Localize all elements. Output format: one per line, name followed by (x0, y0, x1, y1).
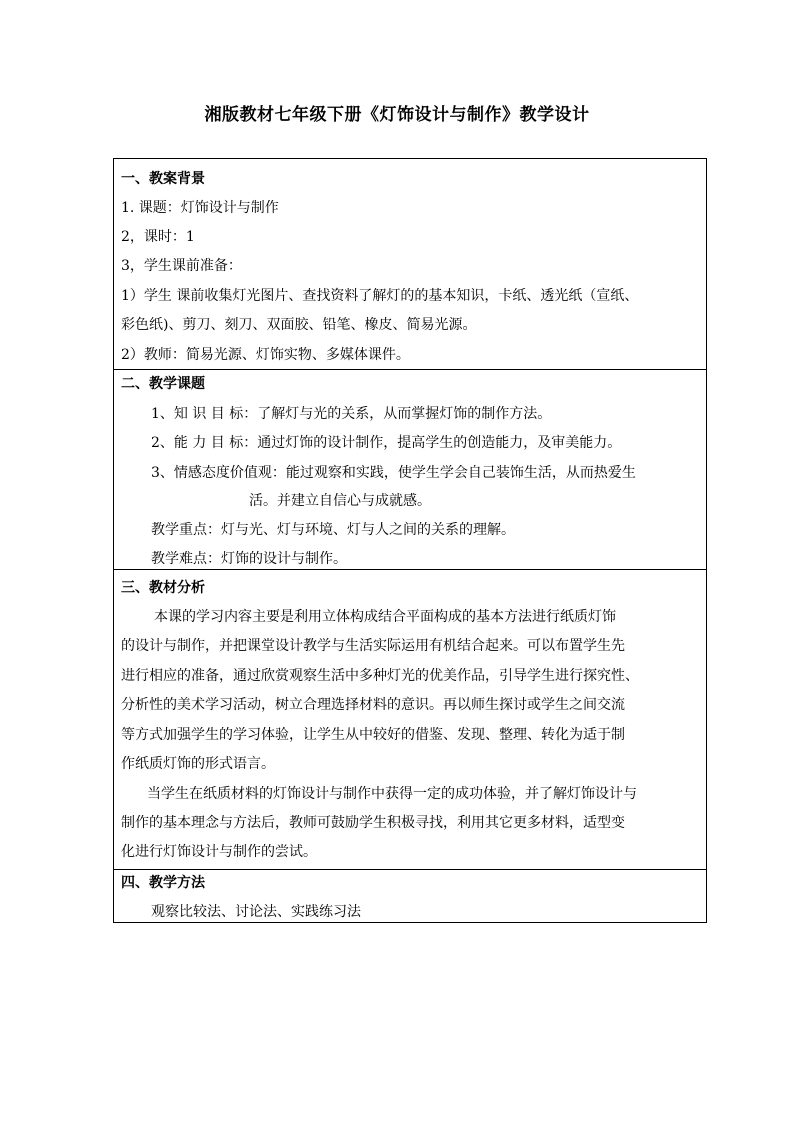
text-line: 教学难点：灯饰的设计与制作。 (151, 551, 347, 567)
text-line: 进行相应的准备，通过欣赏观察生活中多种灯光的优美作品，引导学生进行探究性、 (121, 668, 639, 684)
text-line: 2，课时：1 (121, 229, 195, 245)
text-line: 观察比较法、讨论法、实践练习法 (151, 904, 361, 920)
text-line: 活。并建立自信心与成就感。 (249, 493, 431, 509)
text-line: 化进行灯饰设计与制作的尝试。 (121, 844, 317, 860)
section-teaching-topic (114, 369, 706, 570)
section-heading: 二、教学课题 (121, 376, 205, 392)
text-line: 当学生在纸质材料的灯饰设计与制作中获得一定的成功体验，并了解灯饰设计与 (147, 786, 637, 802)
text-line: 3、情感态度价值观：能过观察和实践，使学生学会自己装饰生活，从而热爱生 (151, 465, 636, 481)
text-line: 分析性的美术学习活动，树立合理选择材料的意识。再以师生探讨或学生之间交流 (121, 697, 625, 713)
text-line: 彩色纸)、剪刀、刻刀、双面胶、铅笔、橡皮、简易光源。 (121, 317, 477, 333)
section-heading: 一、教案背景 (121, 171, 205, 187)
text-line: 作纸质灯饰的形式语言。 (121, 756, 275, 772)
text-line: 教学重点：灯与光、灯与环境、灯与人之间的关系的理解。 (151, 522, 515, 538)
section-material-analysis (114, 569, 706, 870)
text-line: 1. 课题：灯饰设计与制作 (121, 200, 279, 216)
document-title: 湘版教材七年级下册《灯饰设计与制作》教学设计 (204, 105, 590, 125)
section-lesson-background (114, 159, 706, 369)
text-line: 等方式加强学生的学习体验，让学生从中较好的借鉴、发现、整理、转化为适于制 (121, 727, 625, 743)
section-heading: 三、教材分析 (121, 580, 205, 596)
text-line: 2）教师：简易光源、灯饰实物、多媒体课件。 (121, 347, 410, 363)
text-line: 1、知 识 目 标：了解灯与光的关系，从而掌握灯饰的制作方法。 (151, 406, 552, 422)
section-teaching-methods (114, 869, 706, 923)
text-line: 本课的学习内容主要是利用立体构成结合平面构成的基本方法进行纸质灯饰 (154, 609, 616, 625)
text-line: 3，学生课前准备： (121, 258, 242, 274)
text-line: 1）学生 课前收集灯光图片、查找资料了解灯的的基本知识，卡纸、透光纸（宣纸、 (121, 288, 639, 304)
text-line: 的设计与制作，并把课堂设计教学与生活实际运用有机结合起来。可以布置学生先 (121, 638, 625, 654)
section-heading: 四、教学方法 (121, 875, 205, 891)
text-line: 2、能 力 目 标：通过灯饰的设计制作，提高学生的创造能力，及审美能力。 (151, 435, 622, 451)
text-line: 制作的基本理念与方法后，教师可鼓励学生积极寻找，利用其它更多材料，适型变 (121, 815, 625, 831)
lesson-plan-table (113, 158, 707, 923)
